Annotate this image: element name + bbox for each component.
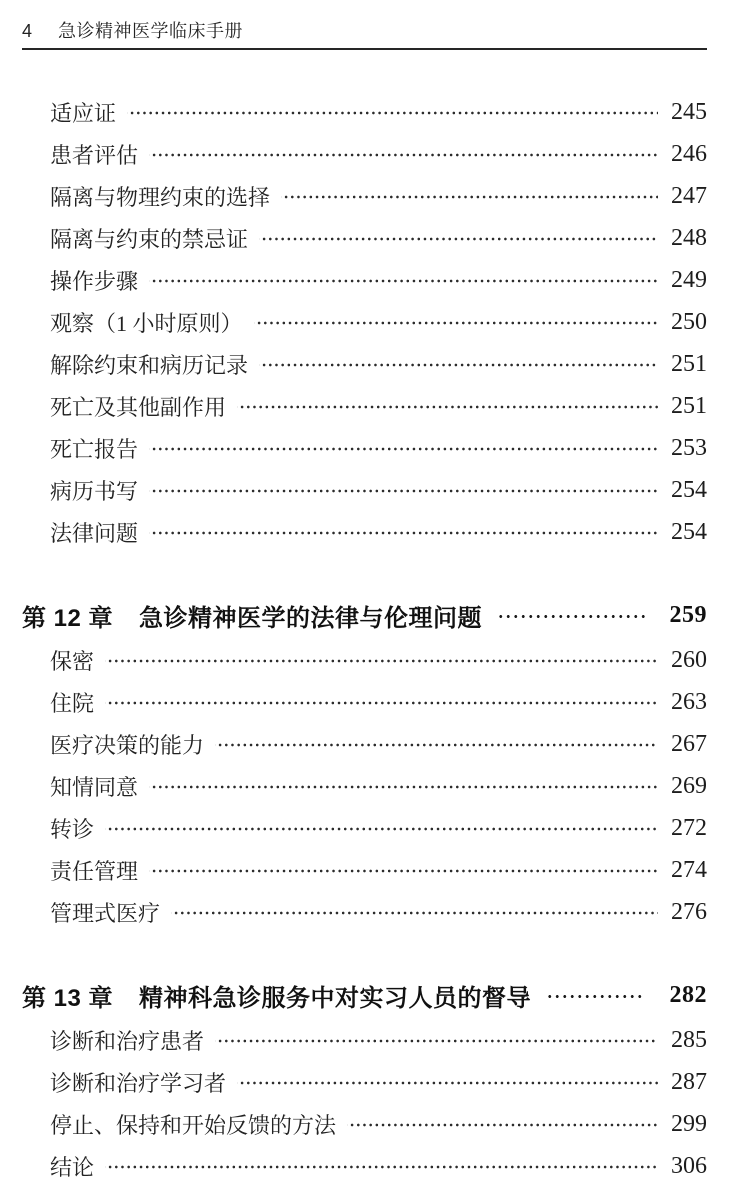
toc-entry-label: 死亡报告 [50, 436, 139, 462]
toc-chapter-row [22, 591, 707, 639]
toc-entry-label: 解除约束和病历记录 [50, 352, 249, 378]
toc-entry-label: 死亡及其他副作用 [50, 394, 227, 420]
toc-entry-label: 管理式医疗 [50, 900, 161, 926]
toc-entry-label: 法律问题 [50, 520, 139, 546]
toc-entry-row [22, 469, 707, 511]
chapter-title: 急诊精神医学的法律与伦理问题 [139, 604, 483, 632]
toc-entry-label: 停止、保持和开始反馈的方法 [50, 1112, 337, 1138]
toc-entry-row [22, 343, 707, 385]
toc-page-number: 263 [671, 688, 707, 715]
dot-leader [149, 765, 658, 807]
toc-page-number: 251 [671, 350, 707, 377]
toc-page-number: 248 [671, 224, 707, 251]
dot-leader [259, 343, 658, 385]
toc-list [22, 91, 707, 1187]
toc-chapter-row [22, 971, 707, 1019]
toc-page-number: 276 [671, 898, 707, 925]
toc-page-number: 253 [671, 434, 707, 461]
toc-entry-row [22, 765, 707, 807]
dot-leader [149, 259, 658, 301]
toc-entry-label: 患者评估 [50, 142, 139, 168]
toc-page-number: 282 [669, 981, 707, 1008]
toc-entry-row [22, 427, 707, 469]
toc-entry-row [22, 259, 707, 301]
header-book-title: 急诊精神医学临床手册 [58, 21, 243, 41]
toc-entry-label: 转诊 [50, 816, 95, 842]
toc-entry-label: 住院 [50, 690, 95, 716]
dot-leader [544, 971, 645, 1019]
toc-entry-row [22, 175, 707, 217]
toc-entry-row [22, 217, 707, 259]
chapter-number: 第 12 章 [22, 604, 114, 632]
toc-page-number: 254 [671, 518, 707, 545]
toc-entry-row [22, 385, 707, 427]
toc-page-number: 269 [671, 772, 707, 799]
dot-leader [254, 301, 658, 343]
toc-page-number: 251 [671, 392, 707, 419]
dot-leader [237, 1061, 658, 1103]
toc-entry-row [22, 681, 707, 723]
toc-entry-row [22, 301, 707, 343]
toc-page-number: 285 [671, 1026, 707, 1053]
toc-page-number: 246 [671, 140, 707, 167]
toc-entry-label: 隔离与物理约束的选择 [50, 184, 271, 210]
toc-entry-label: 医疗决策的能力 [50, 732, 205, 758]
dot-leader [237, 385, 658, 427]
dot-leader [347, 1103, 658, 1145]
toc-entry-label: 结论 [50, 1154, 95, 1180]
toc-entry-label: 适应证 [50, 100, 117, 126]
toc-entry-label: 诊断和治疗学习者 [50, 1070, 227, 1096]
dot-leader [215, 1019, 658, 1061]
toc-page-number: 245 [671, 98, 707, 125]
dot-leader [281, 175, 658, 217]
toc-page-number: 306 [671, 1152, 707, 1179]
toc-entry-label: 保密 [50, 648, 95, 674]
chapter-title: 精神科急诊服务中对实习人员的督导 [139, 984, 532, 1012]
dot-leader [259, 217, 658, 259]
toc-entry-row [22, 1103, 707, 1145]
toc-page-number: 272 [671, 814, 707, 841]
toc-entry-row [22, 1061, 707, 1103]
dot-leader [149, 427, 658, 469]
toc-entry-row [22, 1019, 707, 1061]
toc-entry-row [22, 91, 707, 133]
toc-entry-row [22, 511, 707, 553]
dot-leader [149, 469, 658, 511]
toc-page-number: 249 [671, 266, 707, 293]
toc-entry-label: 知情同意 [50, 774, 139, 800]
dot-leader [127, 91, 658, 133]
toc-page-number: 299 [671, 1110, 707, 1137]
header-page-number: 4 [22, 21, 33, 41]
dot-leader [495, 591, 645, 639]
toc-page-number: 254 [671, 476, 707, 503]
toc-page-number: 267 [671, 730, 707, 757]
toc-entry-row [22, 807, 707, 849]
toc-entry-label: 操作步骤 [50, 268, 139, 294]
toc-entry-label: 诊断和治疗患者 [50, 1028, 205, 1054]
toc-page-number: 250 [671, 308, 707, 335]
toc-entry-row [22, 891, 707, 933]
dot-leader [171, 891, 658, 933]
toc-page-number: 247 [671, 182, 707, 209]
toc-page-number: 260 [671, 646, 707, 673]
dot-leader [149, 511, 658, 553]
toc-page-number: 287 [671, 1068, 707, 1095]
toc-entry-row [22, 1145, 707, 1187]
toc-entry-label: 责任管理 [50, 858, 139, 884]
dot-leader [105, 807, 658, 849]
page-header [22, 0, 707, 50]
dot-leader [105, 639, 658, 681]
toc-entry-row [22, 639, 707, 681]
chapter-number: 第 13 章 [22, 984, 114, 1012]
dot-leader [105, 681, 658, 723]
dot-leader [215, 723, 658, 765]
toc-entry-row [22, 133, 707, 175]
toc-page-number: 259 [669, 601, 707, 628]
toc-entry-row [22, 723, 707, 765]
toc-page-number: 274 [671, 856, 707, 883]
toc-entry-label: 观察（1 小时原则） [50, 310, 243, 336]
dot-leader [149, 133, 658, 175]
toc-entry-label: 隔离与约束的禁忌证 [50, 226, 249, 252]
toc-entry-label: 病历书写 [50, 478, 139, 504]
dot-leader [105, 1145, 658, 1187]
toc-entry-row [22, 849, 707, 891]
dot-leader [149, 849, 658, 891]
